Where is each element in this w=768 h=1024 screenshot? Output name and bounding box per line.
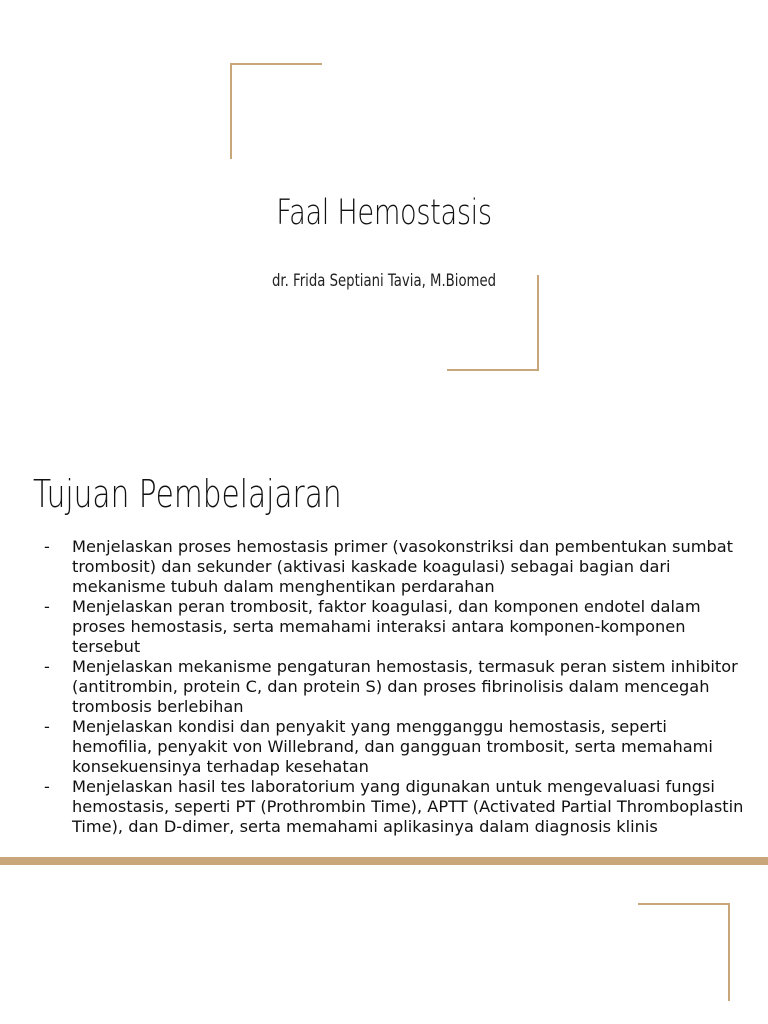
list-item	[44, 597, 744, 657]
presentation-title: Faal Hemostasis	[276, 193, 492, 233]
list-item	[44, 537, 744, 597]
slide-divider	[0, 857, 768, 865]
list-item-text: Menjelaskan proses hemostasis primer (vasokonstriksi dan pembentukan sumbat trombosit) dan sekunder (aktivasi kaskade koagulasi) sebagai bagian dari mekanisme tubuh dalam menghentikan perdarahan	[72, 537, 734, 596]
bullet-dash: -	[44, 537, 50, 556]
section-heading: Tujuan Pembelajaran	[33, 472, 342, 516]
author-name: dr. Frida Septiani Tavia, M.Biomed	[271, 271, 497, 291]
bullet-dash: -	[44, 777, 50, 796]
decorative-corner-bottom-right	[447, 275, 539, 371]
bullet-dash: -	[44, 597, 50, 616]
list-item	[44, 657, 744, 717]
list-item-text: Menjelaskan hasil tes laboratorium yang digunakan untuk mengevaluasi fungsi hemostasis, seperti PT (Prothrombin Time), APTT (Activated Partial Thromboplastin Time), dan D-dimer, serta memahami aplikasinya dalam diagnosis klinis	[72, 777, 744, 836]
decorative-corner-top-left	[230, 63, 322, 159]
list-item-text: Menjelaskan peran trombosit, faktor koagulasi, dan komponen endotel dalam proses hemostasis, serta memahami interaksi antara komponen-komponen tersebut	[72, 597, 701, 656]
list-item-text: Menjelaskan kondisi dan penyakit yang mengganggu hemostasis, seperti hemofilia, penyakit von Willebrand, dan gangguan trombosit, serta memahami konsekuensinya terhadap kesehatan	[72, 717, 713, 776]
bullet-dash: -	[44, 657, 50, 676]
list-item	[44, 717, 744, 777]
decorative-corner-top-right	[638, 903, 730, 1001]
list-item-text: Menjelaskan mekanisme pengaturan hemostasis, termasuk peran sistem inhibitor (antitrombin, protein C, dan protein S) dan proses fibrinolisis dalam mencegah trombosis berlebihan	[72, 657, 738, 716]
objectives-list	[44, 537, 744, 837]
bullet-dash: -	[44, 717, 50, 736]
list-item	[44, 777, 744, 837]
